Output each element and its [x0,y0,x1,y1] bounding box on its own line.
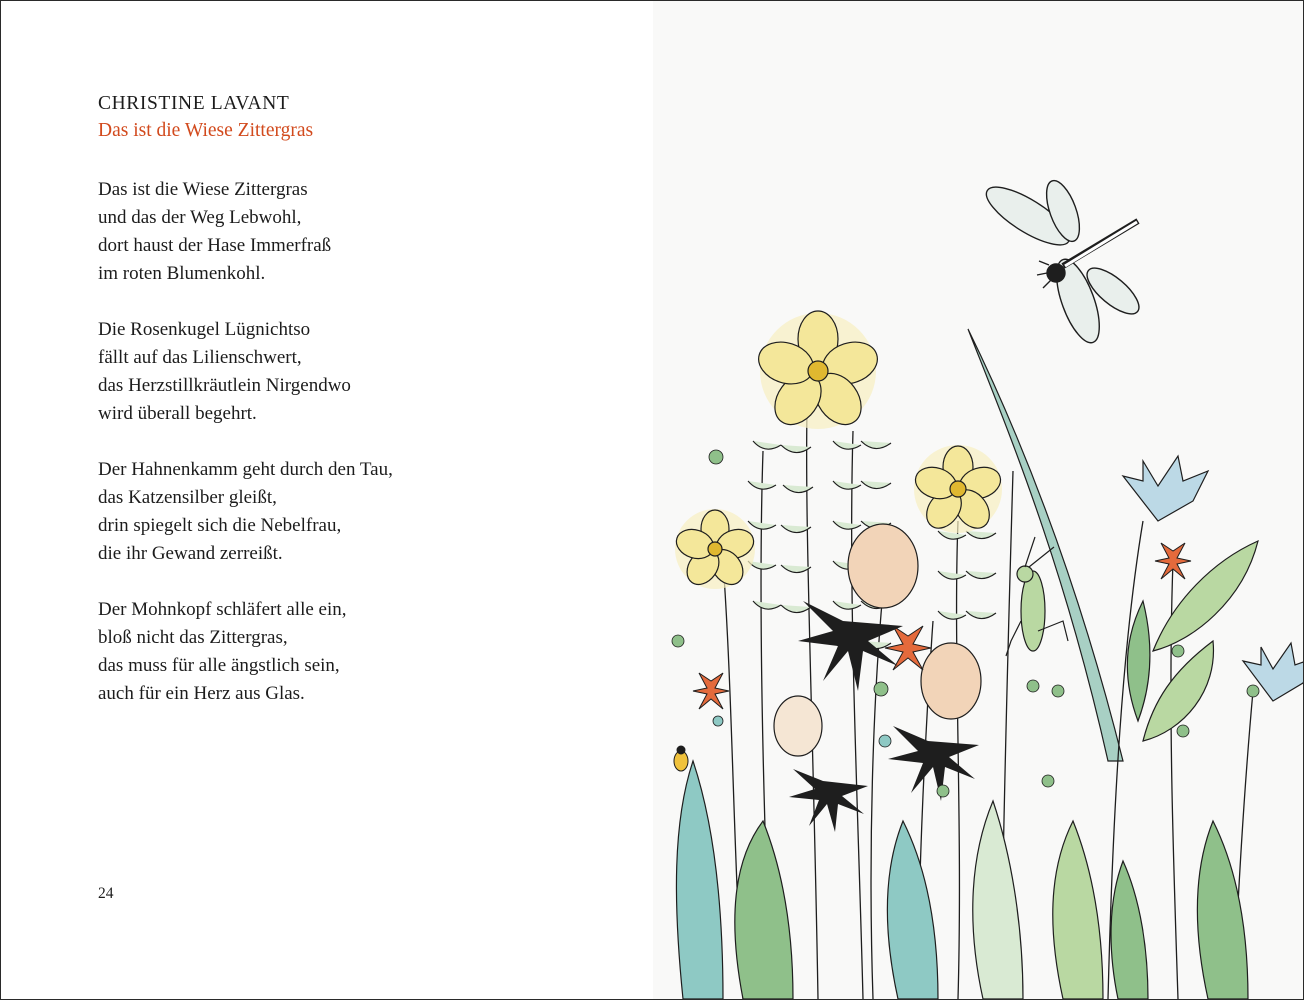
page-number: 24 [98,885,114,902]
illustration-page [653,1,1303,999]
stanza-4 [98,596,393,708]
meadow-illustration [653,1,1303,999]
poem-line: Die Rosenkugel Lügnichtso [98,319,311,340]
poem-line: die ihr Gewand zerreißt. [98,543,283,564]
poem-title: Das ist die Wiese Zittergras [98,120,314,141]
poem-line: drin spiegelt sich die Nebelfrau, [98,515,342,536]
poem-line: Der Mohnkopf schläfert alle ein, [98,599,347,620]
poem-line: auch für ein Herz aus Glas. [98,683,305,704]
poem-line: dort haust der Hase Immerfraß [98,235,332,256]
poem-line: bloß nicht das Zittergras, [98,627,288,648]
poem-line: das Katzensilber gleißt, [98,487,277,508]
poem-line: Das ist die Wiese Zittergras [98,179,308,200]
poem-body [98,176,393,736]
poem-line: und das der Weg Lebwohl, [98,207,302,228]
poem-line: im roten Blumenkohl. [98,263,266,284]
poem-line: das Herzstillkräutlein Nirgendwo [98,375,351,396]
stanza-1 [98,176,393,288]
poem-line: Der Hahnenkamm geht durch den Tau, [98,459,393,480]
yellow-flower-icon [673,311,1005,591]
dragonfly-icon [979,176,1146,347]
poem-author: CHRISTINE LAVANT [98,93,290,114]
stanza-3 [98,456,393,568]
text-page [1,1,653,999]
poem-line: fällt auf das Lilienschwert, [98,347,302,368]
poem-line: wird überall begehrt. [98,403,257,424]
ladybug-icon [674,746,688,771]
stanza-2 [98,316,393,428]
grass-blade [968,329,1123,761]
poem-line: das muss für alle ängstlich sein, [98,655,340,676]
